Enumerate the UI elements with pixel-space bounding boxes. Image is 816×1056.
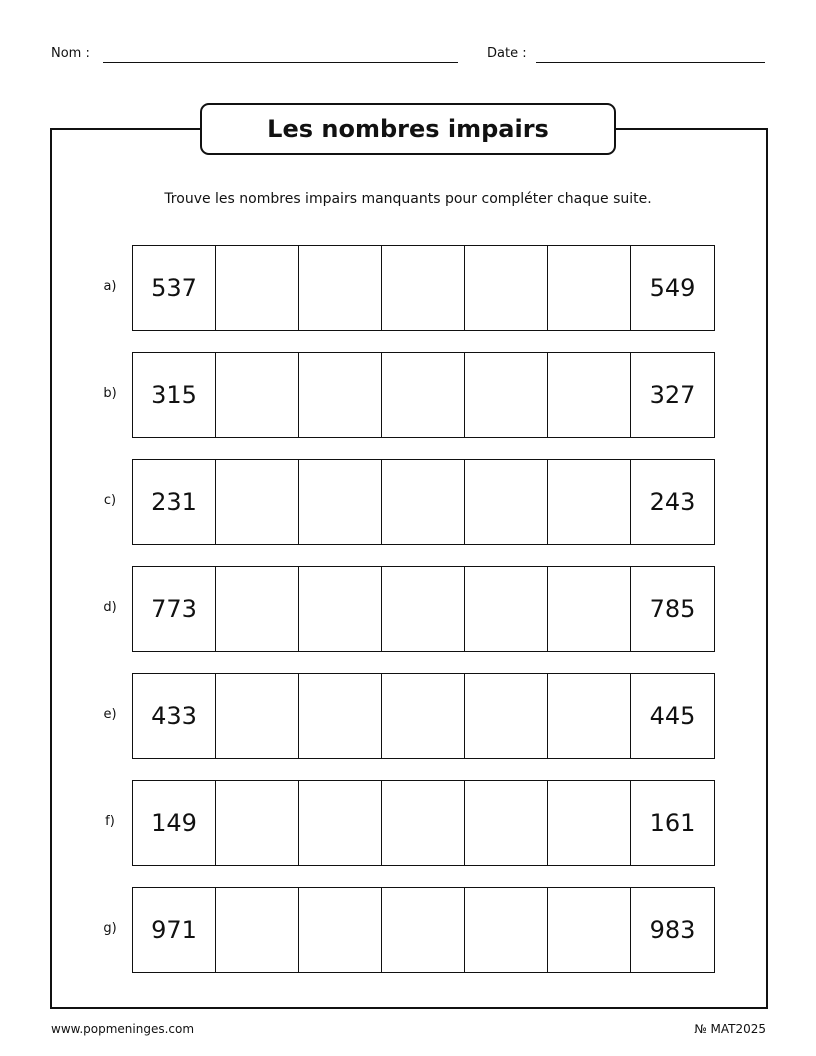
answer-cell[interactable]	[548, 674, 631, 758]
answer-cell[interactable]	[465, 781, 548, 865]
row-label: f)	[105, 814, 115, 829]
answer-cell[interactable]	[382, 460, 465, 544]
answer-cell[interactable]	[548, 567, 631, 651]
date-field[interactable]	[536, 62, 765, 63]
end-number: 549	[649, 274, 696, 302]
answer-cell[interactable]	[382, 674, 465, 758]
start-number: 773	[133, 567, 216, 651]
row-label: b)	[103, 386, 117, 401]
start-number: 971	[133, 888, 216, 972]
answer-cell[interactable]	[382, 888, 465, 972]
row-label: g)	[103, 921, 117, 936]
answer-cell[interactable]	[382, 353, 465, 437]
row-label: c)	[103, 493, 117, 508]
answer-cell[interactable]	[299, 888, 382, 972]
answer-cell[interactable]	[216, 674, 299, 758]
sequence-row	[132, 673, 715, 759]
answer-cell[interactable]	[465, 246, 548, 330]
answer-cell[interactable]	[216, 781, 299, 865]
answer-cell[interactable]	[216, 353, 299, 437]
end-number: 785	[649, 595, 696, 623]
name-field[interactable]	[103, 62, 458, 63]
instruction-text: Trouve les nombres impairs manquants pour compléter chaque suite.	[164, 191, 652, 207]
worksheet-code: № MAT2025	[694, 1022, 766, 1036]
start-number: 433	[133, 674, 216, 758]
answer-cell[interactable]	[465, 353, 548, 437]
answer-cell[interactable]	[299, 674, 382, 758]
sequence-row	[132, 780, 715, 866]
date-label: Date :	[487, 46, 527, 61]
answer-cell[interactable]	[216, 888, 299, 972]
answer-cell[interactable]	[382, 567, 465, 651]
answer-cell[interactable]	[216, 246, 299, 330]
answer-cell[interactable]	[465, 567, 548, 651]
end-number: 445	[649, 702, 696, 730]
row-label: e)	[103, 707, 117, 722]
end-number: 327	[649, 381, 696, 409]
sequence-row	[132, 352, 715, 438]
sequence-row	[132, 459, 715, 545]
name-label: Nom :	[51, 46, 90, 61]
sequence-row	[132, 566, 715, 652]
answer-cell[interactable]	[216, 460, 299, 544]
answer-cell[interactable]	[548, 888, 631, 972]
answer-cell[interactable]	[299, 353, 382, 437]
answer-cell[interactable]	[299, 781, 382, 865]
start-number: 315	[133, 353, 216, 437]
answer-cell[interactable]	[548, 781, 631, 865]
end-number: 161	[649, 809, 696, 837]
answer-cell[interactable]	[216, 567, 299, 651]
answer-cell[interactable]	[382, 781, 465, 865]
end-number: 243	[649, 488, 696, 516]
answer-cell[interactable]	[465, 674, 548, 758]
answer-cell[interactable]	[382, 246, 465, 330]
answer-cell[interactable]	[548, 460, 631, 544]
start-number: 537	[133, 246, 216, 330]
start-number: 149	[133, 781, 216, 865]
sequence-row	[132, 245, 715, 331]
answer-cell[interactable]	[465, 460, 548, 544]
end-number: 983	[649, 916, 696, 944]
start-number: 231	[133, 460, 216, 544]
website-link: www.popmeninges.com	[51, 1022, 195, 1036]
page-title: Les nombres impairs	[200, 103, 616, 155]
answer-cell[interactable]	[299, 246, 382, 330]
row-label: d)	[103, 600, 117, 615]
answer-cell[interactable]	[299, 460, 382, 544]
answer-cell[interactable]	[548, 353, 631, 437]
row-label: a)	[103, 279, 117, 294]
answer-cell[interactable]	[465, 888, 548, 972]
answer-cell[interactable]	[548, 246, 631, 330]
sequence-row	[132, 887, 715, 973]
answer-cell[interactable]	[299, 567, 382, 651]
